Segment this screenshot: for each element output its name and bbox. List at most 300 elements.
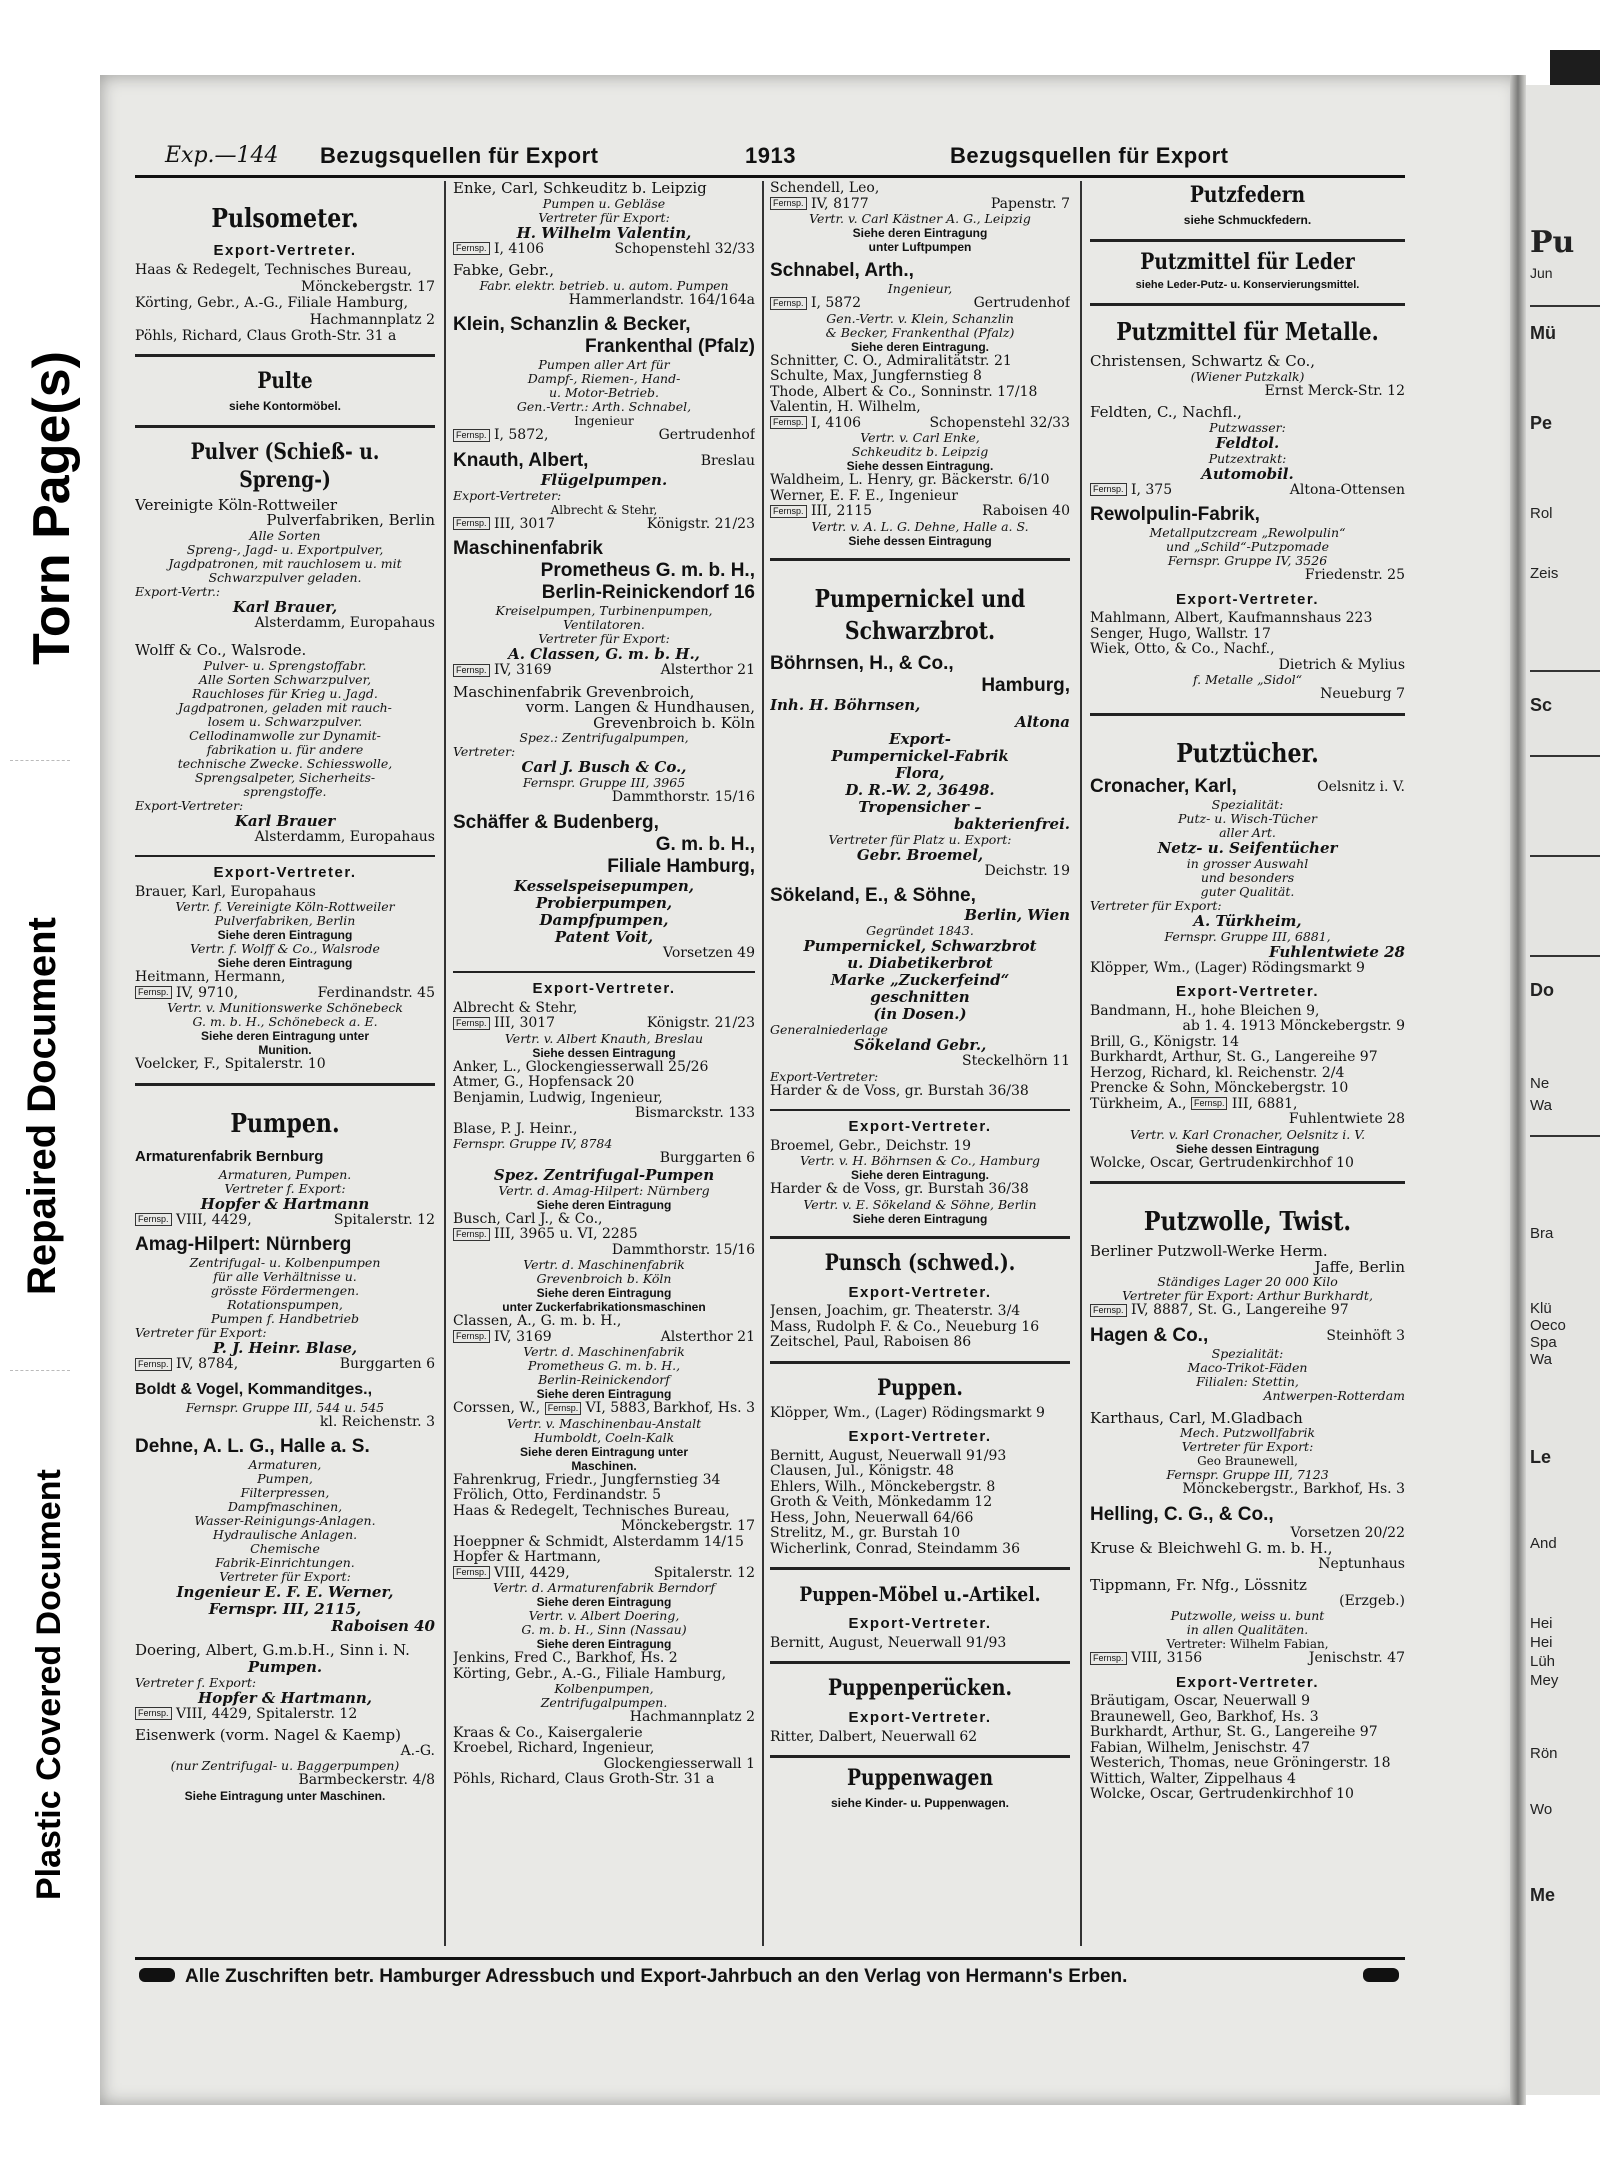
entry-text: Jenkins, Fred C., Barkhof, Hs. 2 [453, 1650, 678, 1666]
entry-text: Vertreter für Export: [1090, 897, 1222, 913]
entry-text: Ritter, Dalbert, Neuerwall 62 [770, 1728, 978, 1745]
entry-text: Spitalerstr. 12 [653, 1564, 755, 1581]
entry-text: Doering, Albert, G.m.b.H., Sinn i. N. [135, 1641, 410, 1659]
label-torn-pages: Torn Page(s) [23, 351, 81, 665]
entry-text: Maschinen. [571, 1458, 637, 1473]
entry-text: (nur Zentrifugal- u. Baggerpumpen) [170, 1758, 400, 1773]
phone-badge: Fernsp. [1090, 1652, 1127, 1665]
entry-text: Alle Sorten Schwarzpulver, [198, 671, 372, 687]
entry-text: Vertreter f. Export: [224, 1180, 346, 1196]
entry-text: Burkhardt, Arthur, St. G., Langereihe 97 [1090, 1049, 1378, 1065]
entry-text: Maschinenfabrik Grevenbroich, [453, 682, 695, 701]
entry-text: Filterpressen, [240, 1485, 330, 1500]
entry-text: losem u. Schwarzpulver. [207, 713, 363, 729]
entry-text: Knauth, Albert, [453, 449, 589, 471]
entry-text: Vertr. d. Maschinenfabrik [523, 1344, 685, 1359]
entry-text [453, 663, 552, 679]
phone-badge: Fernsp. [453, 517, 490, 530]
entry-text [135, 1083, 435, 1086]
entry-text: Dampf-, Riemen-, Hand- [527, 371, 681, 386]
entry-text: IV, 8887, St. G., Langereihe 97 [1130, 1302, 1349, 1318]
entry-text: Pulver- u. Sprengstoffabr. [203, 657, 367, 673]
divider [1530, 955, 1600, 957]
entry-text: Jagdpatronen, geladen mit rauch- [178, 699, 392, 715]
column-4 [1090, 181, 1405, 1951]
entry-text: kl. Reichenstr. 3 [319, 1413, 435, 1430]
fragment-text: Mü [1530, 323, 1556, 343]
entry-text: Breslau [700, 452, 755, 469]
entry-text: Jenischstr. 47 [1308, 1650, 1405, 1666]
entry-text: Vertreter für Export: [135, 1325, 267, 1340]
entry-text [135, 425, 435, 428]
entry-text: Spreng-, Jagd- u. Exportpulver, [186, 541, 384, 557]
divider [1530, 1135, 1600, 1137]
section-pumpen: Pumpen. [230, 1108, 340, 1139]
entry-text [1090, 713, 1405, 716]
fragment-text: Me [1530, 1885, 1556, 1905]
entry-text: Prencke & Sohn, Mönckebergstr. 10 [1090, 1080, 1349, 1096]
entry-text: Vertr. d. Armaturenfabrik Berndorf [493, 1580, 715, 1595]
entry-text: Export-Vertreter. [1175, 590, 1320, 608]
entry-text: Königstr. 21/23 [646, 515, 755, 532]
entry-text: Schopenstehl 32/33 [614, 240, 755, 257]
entry-text: Hamburg, [981, 674, 1070, 696]
entry-text: Barmbeckerstr. 4/8 [298, 1772, 435, 1788]
entry-text [1090, 303, 1405, 306]
entry-text: Kesselspeisepumpen, [514, 876, 694, 895]
entry-text: Dampfmaschinen, [227, 1499, 343, 1514]
entry-text: Feldten, C., Nachfl., [1090, 403, 1242, 421]
entry-text: Export-Vertreter. [1175, 1673, 1320, 1691]
entry-text: III, 2115 [810, 503, 873, 519]
page-number: Exp.—144 [165, 143, 279, 168]
entry-text: Fernspr. Gruppe III, 3965 [522, 775, 686, 790]
entry-text: Ständiges Lager 20 000 Kilo [1157, 1274, 1338, 1289]
section-pulte: Pulte [257, 368, 313, 394]
entry-text: Filialen: Stettin, [1196, 1373, 1299, 1389]
entry-text [770, 1567, 1070, 1570]
entry-text [770, 416, 861, 432]
entry-text: Munition. [258, 1043, 312, 1057]
entry-text: Burkhardt, Arthur, St. G., Langereihe 97 [1090, 1724, 1378, 1740]
entry-text: Sökeland Gebr., [853, 1036, 987, 1054]
divider [1530, 755, 1600, 757]
entry-text: Gegründet 1843. [866, 923, 974, 938]
entry-text: Siehe deren Eintragung [536, 1197, 672, 1212]
entry-text: Jensen, Joachim, gr. Theaterstr. 3/4 [770, 1303, 1021, 1319]
phone-badge: Fernsp. [453, 664, 490, 677]
entry-text: Armaturen, [248, 1457, 322, 1472]
entry-text: A. Classen, G. m. b. H., [508, 645, 700, 663]
entry-text: Schkeuditz b. Leipzig [851, 444, 989, 459]
entry-text: u. Diabetikerbrot [847, 954, 993, 972]
entry-text [1090, 1181, 1405, 1184]
entry-text: Fernspr. Gruppe III, 6881, [1164, 928, 1331, 944]
entry-text: Vertreter für Export: Arthur Burkhardt, [1122, 1288, 1373, 1303]
entry-text: Zentrifugalpumpen. [540, 1695, 668, 1710]
entry-text: Ingenieur, [887, 281, 953, 296]
entry-text: Siehe deren Eintragung unter [200, 1029, 370, 1043]
entry-text: Wolcke, Oscar, Gertrudenkirchhof 10 [1090, 1154, 1354, 1171]
entry-text [453, 242, 755, 258]
entry-text: Export-Vertreter. [848, 1118, 992, 1135]
entry-text: VIII, 4429, Spitalerstr. 12 [175, 1705, 358, 1722]
entry-text: Fuhlentwiete 28 [1288, 1111, 1405, 1127]
entry-text: Grevenbroich b. Köln [536, 1271, 672, 1286]
entry-text: Siehe dessen Eintragung. [846, 459, 994, 473]
section-puppenperuecken: Puppenperücken. [827, 1675, 1013, 1701]
entry-text: Herzog, Richard, kl. Reichenstr. 2/4 [1090, 1064, 1345, 1081]
entry-text: (Wiener Putzkalk) [1190, 368, 1305, 384]
entry-text: Alle Sorten [249, 527, 321, 543]
entry-text: Neptunhaus [1318, 1555, 1405, 1572]
entry-text: Broemel, Gebr., Deichstr. 19 [770, 1137, 972, 1154]
entry-text [1090, 1097, 1405, 1113]
entry-text: & Becker, Frankenthal (Pfalz) [825, 324, 1015, 340]
entry-text [1090, 483, 1405, 499]
phone-badge: Fernsp. [1090, 1304, 1127, 1317]
entry-text: Ferdinandstr. 45 [317, 984, 435, 1001]
entry-text: Hagen & Co., [1090, 1324, 1209, 1346]
entry-text: Export-Vertreter. [848, 1709, 992, 1726]
section-pulver: Pulver (Schieß- u. Spreng-) [190, 438, 380, 493]
entry-text [453, 971, 755, 973]
entry-text: III, 3965 u. VI, 2285 [493, 1226, 638, 1242]
entry-text: Dampfpumpen, [539, 910, 669, 929]
section-pulsometer: Pulsometer. [211, 204, 359, 234]
entry-text: Siehe deren Eintragung [217, 928, 353, 942]
fragment-text: Pe [1530, 413, 1553, 433]
entry-text: Hoeppner & Schmidt, Alsterdamm 14/15 [453, 1533, 744, 1550]
entry-text: Vertr. v. Maschinenbau-Anstalt [506, 1415, 702, 1431]
entry-text: Vertreter: Wilhelm Fabian, [1166, 1637, 1329, 1651]
entry-text: Maschinenfabrik [453, 538, 603, 559]
divider [1530, 305, 1600, 307]
entry-text: D. R.-W. 2, 36498. [845, 780, 995, 799]
entry-text: Vertr. v. Albert Doering, [528, 1608, 680, 1623]
page-footer [135, 1957, 1405, 1992]
entry-text: Siehe deren Eintragung. [850, 339, 990, 354]
entry-text: Sökeland, E., & Söhne, [770, 885, 976, 906]
entry-text: Siehe deren Eintragung [217, 956, 353, 970]
phone-badge: Fernsp. [770, 505, 807, 518]
entry-text: Siehe deren Eintragung [536, 1595, 672, 1609]
fragment-text: Rön [1530, 1745, 1558, 1762]
entry-text [135, 855, 435, 857]
entry-text: Siehe deren Eintragung [536, 1637, 672, 1651]
fragment-text: Hei [1530, 1634, 1553, 1651]
entry-text: Königstr. 21/23 [646, 1015, 755, 1031]
entry-text: Hopfer & Hartmann [200, 1194, 370, 1213]
fragment-text: Zeis [1530, 565, 1559, 582]
section-putztuecher: Putztücher. [1176, 738, 1319, 769]
entry-text: Fabrik-Einrichtungen. [215, 1555, 355, 1570]
entry-text: Mönckebergstr., Barkhof, Hs. 3 [1182, 1481, 1405, 1497]
entry-text: Bernitt, August, Neuerwall 91/93 [770, 1447, 1007, 1464]
entry-text: Friedenstr. 25 [1304, 567, 1405, 583]
entry-text: Senger, Hugo, Wallstr. 17 [1090, 625, 1271, 642]
entry-text: Groth & Veith, Mönkedamm 12 [770, 1494, 993, 1510]
entry-text: Klöpper, Wm., (Lager) Rödingsmarkt 9 [1090, 959, 1365, 976]
entry-text: Strelitz, M., gr. Burstah 10 [770, 1525, 961, 1541]
entry-text: (Erzgeb.) [1339, 1592, 1405, 1609]
phone-badge: Fernsp. [453, 1228, 490, 1241]
entry-text [770, 1361, 1070, 1364]
page-header [135, 135, 1405, 178]
entry-text: Pumpernickel, Schwarzbrot [803, 937, 1037, 955]
entry-text: Fabian, Wilhelm, Jenischstr. 47 [1090, 1739, 1310, 1756]
column-1 [135, 181, 435, 1951]
entry-text: Oelsnitz i. V. [1317, 778, 1405, 795]
entry-text: Schendell, Leo, [770, 181, 880, 196]
entry-text: Vorsetzen 20/22 [1290, 1524, 1405, 1541]
entry-text: Pumpernickel-Fabrik [831, 746, 1009, 765]
entry-text: Vertr. f. Wolff & Co., Walsrode [190, 941, 380, 956]
entry-text: Deichstr. 19 [984, 862, 1070, 879]
entry-text: Fahrenkrug, Friedr., Jungfernstieg 34 [453, 1471, 721, 1488]
phone-badge: Fernsp. [135, 1707, 172, 1720]
entry-text: Körting, Gebr., A.-G., Filiale Hamburg, [135, 294, 409, 311]
entry-text: Probierpumpen, [535, 893, 673, 912]
fragment-text: Lüh [1530, 1653, 1556, 1670]
entry-text: III, 3017 [493, 515, 556, 532]
entry-text [770, 558, 1070, 561]
entry-text: Berlin-Reinickendorf 16 [541, 582, 755, 603]
entry-text: Berliner Putzwoll-Werke Herm. [1090, 1242, 1328, 1260]
entry-text: Atmer, G., Hopfensack 20 [453, 1074, 635, 1090]
phone-badge: Fernsp. [770, 197, 807, 210]
entry-text: Vertr. f. Vereinigte Köln-Rottweiler [175, 899, 395, 914]
entry-text: Vertreter für Export: [219, 1569, 351, 1584]
fragment-text: Jun [1530, 265, 1553, 281]
entry-text: Kraas & Co., Kaisergalerie [453, 1724, 643, 1741]
entry-text: Tropensicher – [858, 797, 982, 816]
entry-text: VI, 5883, [585, 1400, 651, 1416]
entry-text: Dammthorstr. 15/16 [611, 789, 755, 805]
entry-text: Sprengsalpeter, Sicherheits- [194, 769, 376, 785]
entry-text: Cellodinamwolle zur Dynamit- [189, 727, 381, 743]
phone-badge: Fernsp. [453, 429, 490, 442]
entry-text: Neueburg 7 [1320, 686, 1405, 702]
entry-text: Burggarten 6 [659, 1150, 755, 1166]
entry-text: Helling, C. G., & Co., [1090, 1503, 1274, 1525]
entry-text: Körting, Gebr., A.-G., Filiale Hamburg, [453, 1665, 727, 1682]
entry-text: Fabke, Gebr., [453, 261, 554, 279]
entry-text: Altona-Ottensen [1289, 481, 1405, 498]
entry-text: Westerich, Thomas, neue Gröningerstr. 18 [1090, 1755, 1391, 1771]
entry-text: Siehe deren Eintragung [852, 226, 988, 240]
entry-text: Fuhlentwiete 28 [1269, 942, 1405, 961]
entry-text: Zeitschel, Paul, Raboisen 86 [770, 1334, 972, 1350]
entry-text: Siehe deren Eintragung [536, 1286, 672, 1300]
entry-text: Prometheus G. m. b. H., [527, 1358, 681, 1373]
entry-text: Carl J. Busch & Co., [521, 758, 687, 776]
fragment-text: Bra [1530, 1225, 1554, 1242]
entry-text: technische Zwecke. Schiesswolle, [177, 755, 393, 771]
entry-text: Enke, Carl, Schkeuditz b. Leipzig [453, 181, 707, 197]
section-punsch: Punsch (schwed.). [824, 1249, 1016, 1276]
entry-text: Tippmann, Fr. Nfg., Lössnitz [1090, 1576, 1307, 1594]
entry-text: Siehe deren Eintragung. [850, 1168, 990, 1182]
entry-text: Ventilatoren. [563, 617, 645, 632]
entry-text: III, 3017 [493, 1015, 556, 1031]
entry-text: Schnabel, Arth., [770, 260, 914, 281]
entry-text: Siehe Eintragung unter Maschinen. [184, 1788, 386, 1803]
entry-text: I, 5872 [810, 295, 862, 311]
entry-text [770, 197, 1070, 213]
entry-text: Ingenieur E. F. E. Werner, [176, 1583, 394, 1601]
section-puppen: Puppen. [877, 1374, 963, 1401]
entry-text: siehe Kinder- u. Puppenwagen. [830, 1796, 1010, 1810]
entry-text: IV, 8177 [810, 195, 869, 212]
fragment-text: Oeco [1530, 1317, 1566, 1334]
entry-text [453, 1401, 755, 1417]
fragment-text: Do [1530, 980, 1554, 1000]
entry-text: vorm. Langen & Hundhausen, [525, 698, 755, 716]
entry-text: Brauer, Karl, Europahaus [135, 883, 316, 900]
entry-text: Benjamin, Ludwig, Ingenieur, [453, 1089, 663, 1106]
entry-text: I, 4106 [810, 414, 862, 431]
entry-text: Siehe dessen Eintragung [848, 533, 992, 548]
entry-text: bakterienfrei. [954, 814, 1070, 833]
entry-text: Mahlmann, Albert, Kaufmannshaus 223 [1090, 610, 1373, 626]
entry-text: Putzwolle, weiss u. bunt [1170, 1608, 1325, 1623]
entry-text: Hopfer & Hartmann, [198, 1688, 372, 1707]
entry-text: Kruse & Bleichwehl G. m. b. H., [1090, 1539, 1333, 1557]
entry-text: in allen Qualitäten. [1186, 1622, 1309, 1637]
entry-text [1090, 1325, 1405, 1347]
entry-text: Pulverfabriken, Berlin [214, 913, 356, 928]
entry-text [453, 517, 755, 533]
entry-text: Bismarckstr. 133 [634, 1105, 755, 1121]
entry-text: Fernspr. Gruppe III, 7123 [1166, 1467, 1329, 1482]
entry-text: (in Dosen.) [873, 1005, 967, 1023]
entry-text [1090, 1651, 1405, 1667]
entry-text [1090, 1651, 1202, 1667]
entry-text: Prometheus G. m. b. H., [540, 560, 755, 581]
entry-text: Humboldt, Coeln-Kalk [533, 1429, 675, 1445]
fragment-text: Hei [1530, 1615, 1553, 1632]
fragment-text: Le [1530, 1447, 1552, 1467]
entry-text: Bernitt, August, Neuerwall 91/93 [770, 1634, 1007, 1651]
header-left-title: Bezugsquellen für Export [320, 143, 599, 168]
entry-text: Harder & de Voss, gr. Burstah 36/38 [770, 1082, 1029, 1099]
entry-text [1090, 1303, 1405, 1319]
entry-text [770, 296, 861, 312]
entry-text: Export- [889, 729, 951, 748]
entry-text: Antwerpen-Rotterdam [1263, 1387, 1405, 1403]
section-putzmittel-leder: Putzmittel für Leder [1140, 248, 1355, 275]
entry-text: Amag-Hilpert: Nürnberg [135, 1234, 352, 1255]
entry-text: geschnitten [870, 988, 970, 1006]
fragment-text: And [1530, 1535, 1557, 1552]
entry-text: A. Türkheim, [1193, 911, 1302, 930]
entry-text: Grevenbroich b. Köln [593, 713, 755, 732]
entry-text [135, 1357, 435, 1373]
entry-text: Haas & Redegelt, Technisches Bureau, [135, 261, 412, 278]
entry-text: Flora, [895, 763, 945, 782]
entry-text: Brill, G., Königstr. 14 [1090, 1033, 1239, 1050]
entry-text: H. Wilhelm Valentin, [516, 223, 692, 242]
entry-text: Siehe dessen Eintragung [1175, 1141, 1320, 1156]
entry-text: Berlin, Wien [964, 906, 1070, 924]
entry-text: Putzwasser: [1209, 419, 1286, 435]
entry-text [1090, 483, 1172, 499]
entry-text: Schnitter, C. O., Admiralitätstr. 21 [770, 352, 1012, 369]
entry-text [135, 354, 435, 357]
entry-text: Flügelpumpen. [540, 470, 668, 489]
entry-text: Schäffer & Budenberg, [453, 811, 659, 833]
entry-text: Putz- u. Wisch-Tücher [1178, 810, 1317, 826]
fragment-text: Wo [1530, 1801, 1553, 1818]
entry-text: Siehe deren Eintragung unter [519, 1444, 689, 1459]
entry-text: Vereinigte Köln-Rottweiler [135, 495, 338, 514]
entry-text: VIII, 4429, [175, 1211, 252, 1228]
entry-text: Schopenstehl 32/33 [929, 414, 1070, 431]
entry-text: Kroebel, Richard, Ingenieur, [453, 1740, 655, 1756]
footer-notice: Alle Zuschriften betr. Hamburger Adressbuch und Export-Jahrbuch an den Verlag von Hermann's Erben. [185, 1966, 1128, 1987]
entry-text [770, 504, 1070, 520]
entry-text: Haas & Redegelt, Technisches Bureau, [453, 1502, 730, 1519]
entry-text: Pumpen, [257, 1471, 313, 1486]
phone-badge: Fernsp. [545, 1402, 582, 1415]
fragment-text: Wa [1530, 1097, 1552, 1114]
entry-text: IV, 9710, [175, 984, 239, 1001]
entry-text: Zentrifugal- u. Kolbenpumpen [189, 1255, 381, 1270]
entry-text: Bräutigam, Oscar, Neuerwall 9 [1090, 1693, 1311, 1709]
entry-text: Vorsetzen 49 [663, 944, 755, 961]
entry-text [453, 663, 755, 679]
entry-text: Jaffe, Berlin [1314, 1257, 1405, 1276]
entry-text: Papenstr. 7 [990, 195, 1070, 212]
entry-text: VIII, 3156 [1130, 1650, 1203, 1666]
entry-text: unter Zuckerfabrikationsmaschinen [502, 1300, 706, 1314]
entry-text: Karthaus, Carl, M.Gladbach [1090, 1408, 1303, 1427]
entry-text: I, 4106 [493, 240, 545, 257]
entry-text: Albrecht & Stehr, [550, 502, 658, 517]
entry-text: und „Schild“-Putzpomade [1165, 539, 1330, 554]
entry-text [770, 504, 872, 520]
entry-text: Schulte, Max, Jungfernstieg 8 [770, 368, 982, 384]
entry-text: Clausen, Jul., Königstr. 48 [770, 1463, 955, 1479]
entry-text [770, 1109, 1070, 1111]
entry-text: ab 1. 4. 1913 Mönckebergstr. 9 [1182, 1018, 1405, 1034]
entry-text: Export-Vertreter. [213, 864, 357, 881]
entry-text: Wolcke, Oscar, Gertrudenkirchhof 10 [1090, 1786, 1354, 1802]
entry-text: Alsterthor 21 [660, 1328, 755, 1345]
entry-text: Mönckebergstr. 17 [301, 279, 435, 295]
entry-text [453, 242, 544, 258]
column-2 [453, 181, 755, 1951]
entry-text: Bandmann, H., hohe Bleichen 9, [1090, 1002, 1320, 1019]
entry-text: Vertreter für Export: [1181, 1439, 1314, 1454]
entry-text: Dehne, A. L. G., Halle a. S. [135, 1436, 370, 1457]
phone-badge: Fernsp. [1191, 1097, 1228, 1110]
pointing-hand-icon [1363, 1968, 1399, 1982]
entry-text: Klöpper, Wm., (Lager) Rödingsmarkt 9 [770, 1404, 1045, 1421]
entry-text: Fernspr. Gruppe III, 544 u. 545 [185, 1399, 385, 1415]
entry-text: Spitalerstr. 12 [333, 1211, 435, 1228]
phone-badge: Fernsp. [135, 986, 172, 999]
entry-text: A.-G. [400, 1742, 435, 1759]
phone-badge: Fernsp. [770, 416, 807, 429]
entry-text: für alle Verhältnisse u. [213, 1269, 357, 1284]
entry-text: Rewolpulin-Fabrik, [1090, 504, 1260, 525]
entry-text [770, 697, 1070, 714]
entry-text: Karl Brauer, [232, 597, 338, 616]
entry-text: Automobil. [1201, 464, 1294, 483]
label-plastic-covered: Plastic Covered Document [30, 1469, 68, 1900]
